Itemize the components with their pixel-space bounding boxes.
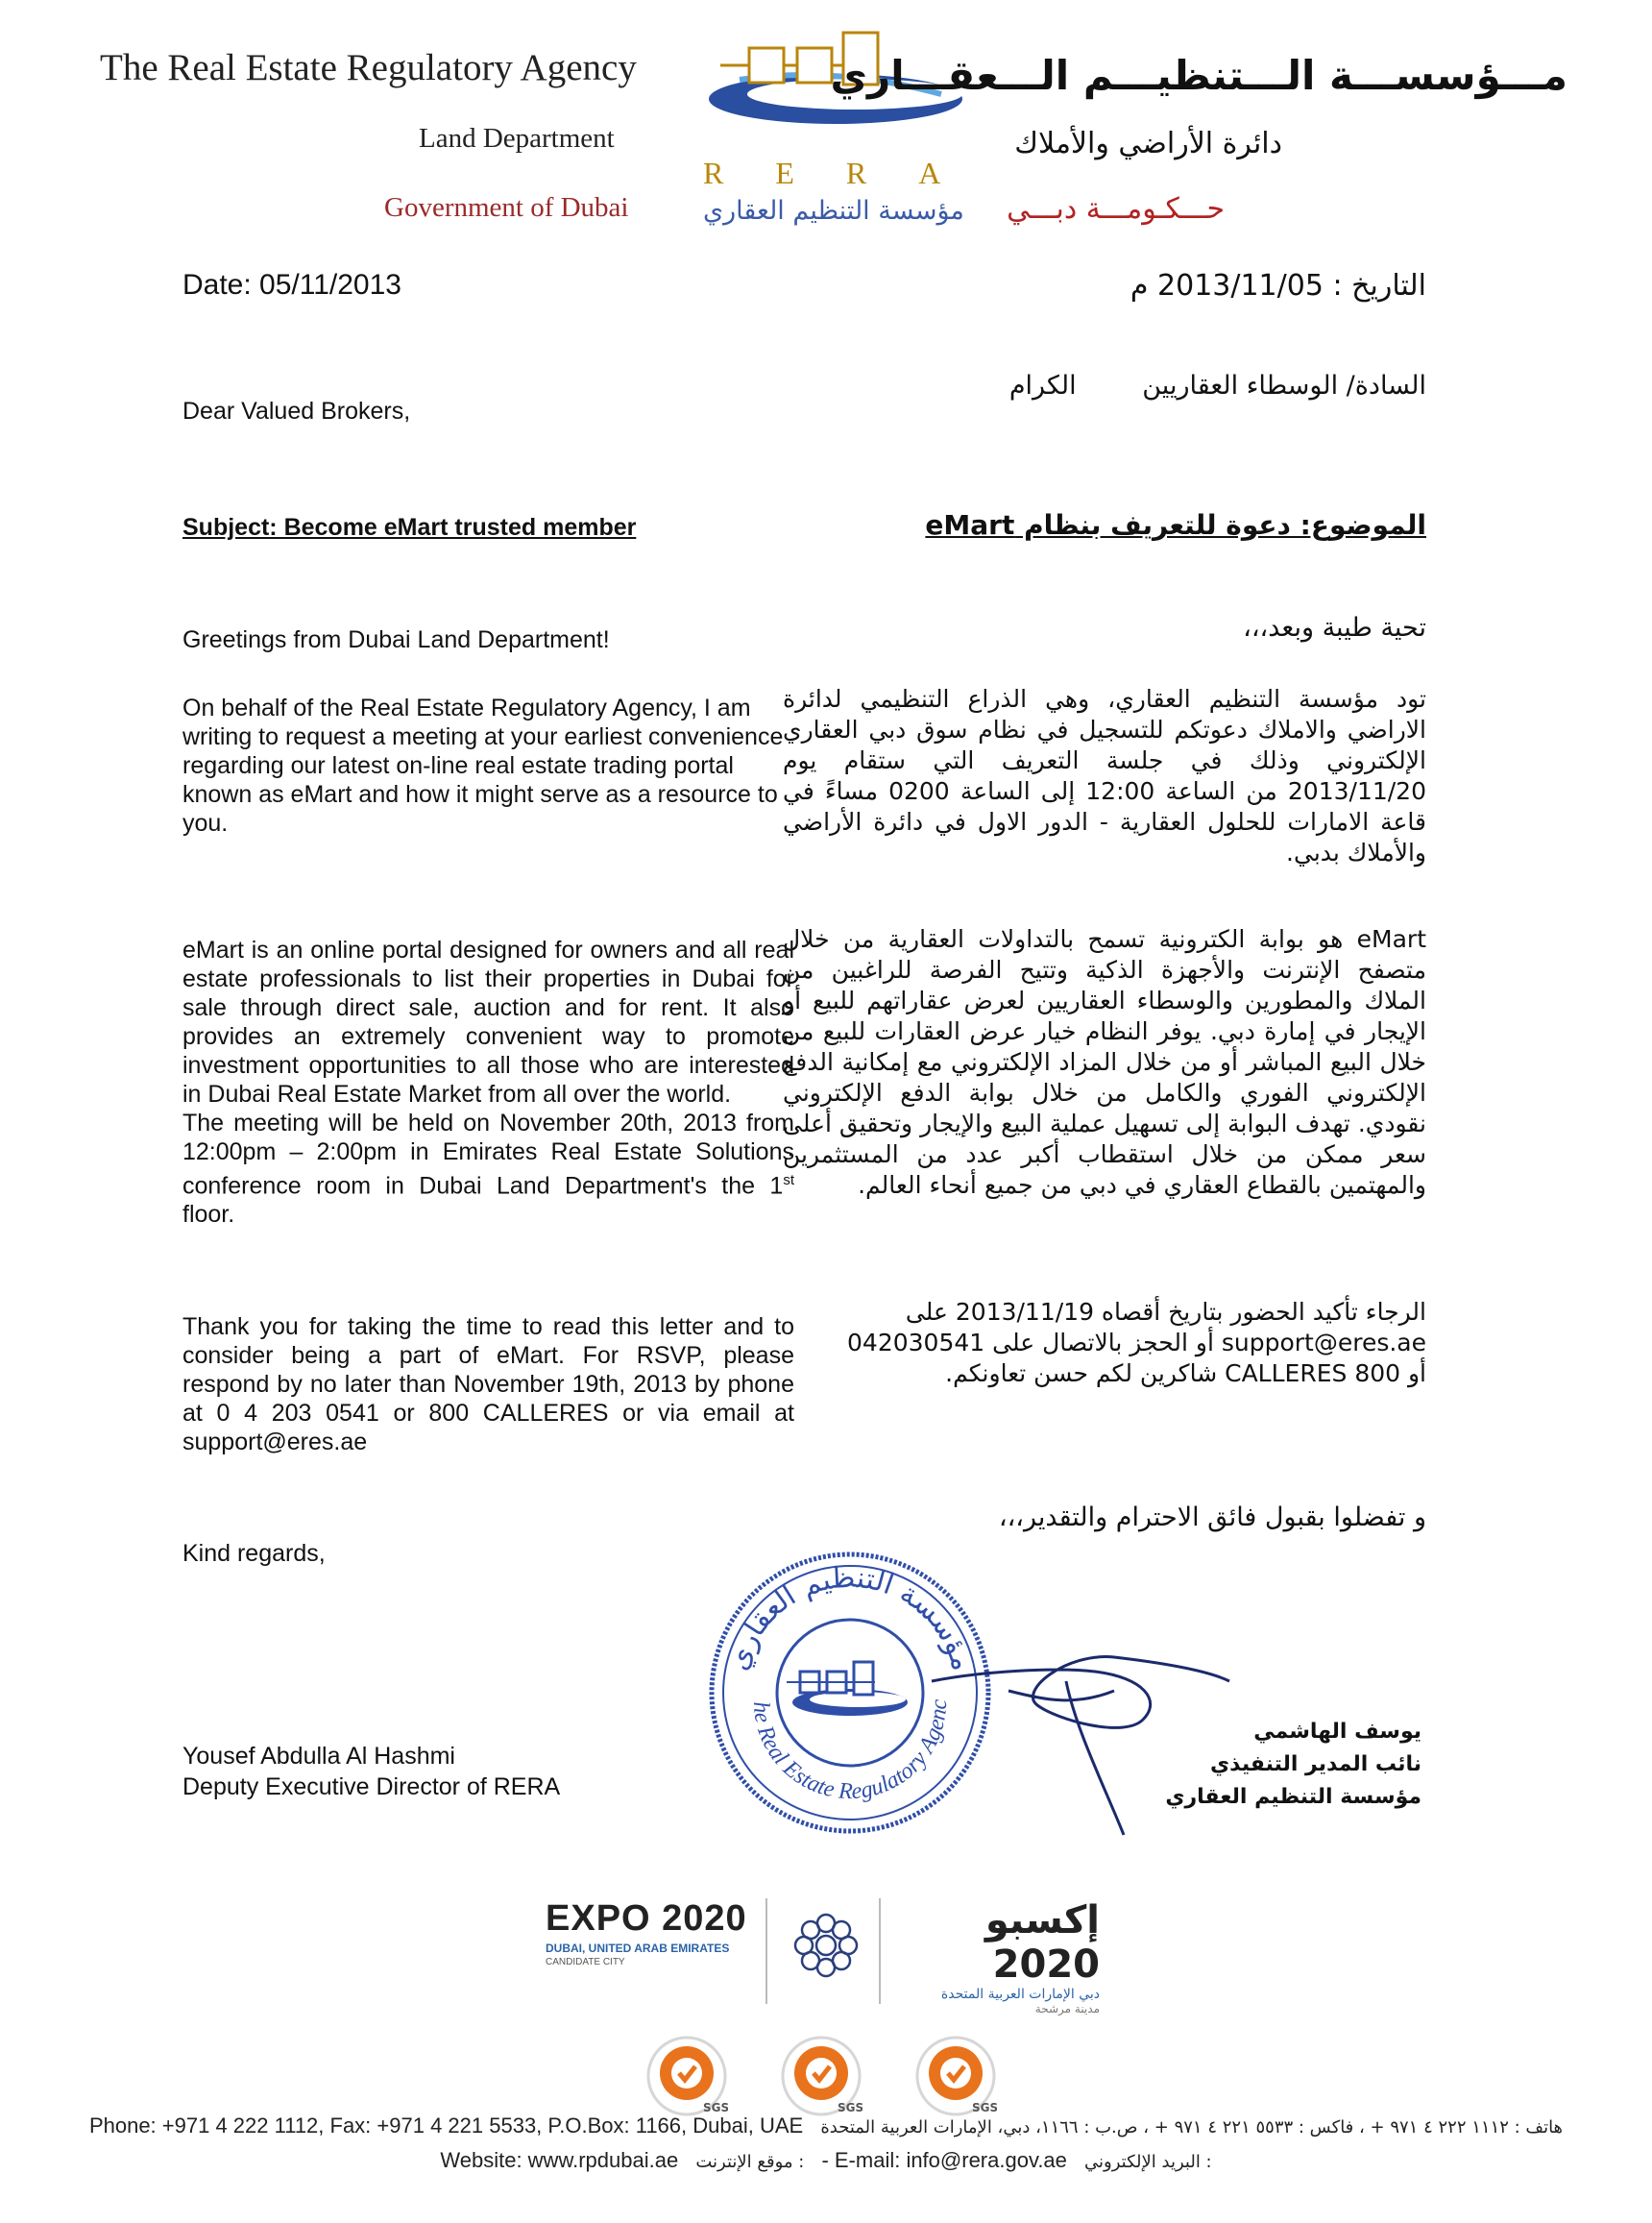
signatory-title-ar: نائب المدير التنفيذي bbox=[1209, 1752, 1421, 1776]
rera-letters: RERA bbox=[703, 156, 993, 190]
rera-caption-ar: مؤسسة التنظيم العقاري bbox=[703, 196, 964, 226]
emart-description-en: eMart is an online portal designed for owners and all real estate professionals to list their properties in Dubai for sale through direct sale, auction and for rent. It also provides an extremely convenient way to promote investment opportunities to all those who are interested in Dubai Real Estate Market from all over the world. bbox=[182, 937, 794, 1108]
stamp-text-ar: مؤسسة التنظيم العقاري bbox=[720, 1560, 980, 1674]
agency-name-en: The Real Estate Regulatory Agency bbox=[100, 47, 637, 88]
salutation-ar: السادة/ الوسطاء العقاريين الكرام bbox=[1008, 371, 1426, 401]
body-paragraph-en bbox=[182, 936, 794, 1229]
footer-contact-ar: هاتف : ١١١٢ ٢٢٢ ٤ ٩٧١ + ، فاكس : ٥٥٣٣ ٢٢١ ٤ ٩٧١ + ، ص.ب : ١١٦٦، دبي، الإمارات العربية المتحدة bbox=[820, 2117, 1564, 2138]
body-paragraph-en: On behalf of the Real Estate Regulatory Agency, I am writing to request a meeting at your earliest convenience regarding our latest on-line real estate trading portal known as eMart and how it might serve as a resource to you. bbox=[182, 695, 784, 837]
sgs-label: SGS bbox=[972, 2101, 997, 2114]
sgs-certification-icon bbox=[780, 2035, 862, 2117]
expo-logo-ar bbox=[893, 1898, 1100, 2015]
expo-emblem-icon bbox=[783, 1902, 869, 1989]
footer-contact-en: Phone: +971 4 222 1112, Fax: +971 4 221 5533, P.O.Box: 1166, Dubai, UAE bbox=[88, 2113, 804, 2138]
signature-block-ar bbox=[1165, 1716, 1421, 1814]
greeting-en: Greetings from Dubai Land Department! bbox=[182, 626, 610, 653]
superscript-st: st bbox=[783, 1172, 794, 1188]
expo-divider bbox=[879, 1898, 881, 2004]
agency-name-ar: مـــؤسســـة الـــتنظيـــم الـــعقـــاري bbox=[830, 52, 1567, 99]
expo-emblem bbox=[783, 1902, 869, 1989]
closing-ar: و تفضلوا بقبول فائق الاحترام والتقدير،،، bbox=[998, 1502, 1426, 1532]
body-paragraph-ar: تود مؤسسة التنظيم العقاري، وهي الذراع التنظيمي لدائرة الاراضي والاملاك دعوتكم للتسجيل في نظام سوق دبي العقاري الإلكتروني وذلك في جلسة التعريف التي ستقام يوم 2013/11/20 من الساعة 12:00 إلى الساعة 0200 مساءً في قاعة الامارات للحلول العقارية - الدور الاول في دائرة الأراضي والأملاك بدبي. bbox=[783, 685, 1426, 867]
expo-candidate-en: CANDIDATE CITY bbox=[546, 1957, 625, 1967]
expo-logo-en bbox=[546, 1898, 747, 1967]
rsvp-paragraph-ar: الرجاء تأكيد الحضور بتاريخ أقصاه 2013/11/19 على support@eres.ae أو الحجز بالاتصال على 042030541 أو 800 CALLERES شاكرين لكم حسن تعاونكم. bbox=[847, 1298, 1426, 1387]
footer-website-ar: : موقع الإنترنت bbox=[695, 2152, 805, 2172]
sgs-label: SGS bbox=[838, 2101, 862, 2114]
sgs-certification-icon bbox=[645, 2035, 728, 2117]
sgs-badge bbox=[645, 2035, 728, 2117]
department-name-ar: دائرة الأراضي والأملاك bbox=[1014, 127, 1282, 160]
signatory-name-ar: يوسف الهاشمي bbox=[1253, 1720, 1421, 1744]
greeting-ar: تحية طيبة وبعد،،، bbox=[1243, 613, 1426, 643]
department-name-en: Land Department bbox=[419, 123, 615, 154]
meeting-details-end: floor. bbox=[182, 1201, 235, 1229]
expo-subtitle-ar: دبي الإمارات العربية المتحدة bbox=[940, 1987, 1100, 2002]
expo-divider bbox=[765, 1898, 767, 2004]
closing-en: Kind regards, bbox=[182, 1540, 326, 1567]
subject-en: Subject: Become eMart trusted member bbox=[182, 514, 637, 541]
footer-web bbox=[0, 2148, 1652, 2173]
subject-ar: الموضوع: دعوة للتعريف بنظام eMart bbox=[925, 509, 1426, 541]
date-ar: التاريخ : 2013/11/05 م bbox=[1130, 269, 1426, 303]
expo-candidate-ar: مدينة مرشحة bbox=[1034, 2002, 1100, 2015]
date-en: Date: 05/11/2013 bbox=[182, 269, 401, 301]
footer-website[interactable]: Website: www.rpdubai.ae bbox=[440, 2148, 679, 2172]
expo-subtitle-en: DUBAI, UNITED ARAB EMIRATES bbox=[546, 1942, 730, 1955]
rsvp-paragraph-en: Thank you for taking the time to read this letter and to consider being a part of eMart. For RSVP, please respond by no later than November 19th, 2013 by phone at 0 4 203 0541 or 800 CALLERES or via email at support@eres.ae bbox=[182, 1313, 794, 1455]
government-name-ar: حـــكـومـــة دبـــي bbox=[1007, 192, 1225, 226]
meeting-details-en: The meeting will be held on November 20th, 2013 from 12:00pm – 2:00pm in Emirates Real Estate Solutions conference room in Dubai Land Department's the 1 bbox=[182, 1110, 794, 1200]
stamp-text-en: he Real Estate Regulatory Agenc bbox=[747, 1698, 953, 1805]
sgs-label: SGS bbox=[703, 2101, 728, 2114]
footer-email-ar: : البريد الإلكتروني bbox=[1084, 2152, 1212, 2172]
government-name-en: Government of Dubai bbox=[384, 192, 629, 223]
expo-title-ar: إكسبو 2020 bbox=[984, 1898, 1100, 1987]
sgs-badge bbox=[780, 2035, 862, 2117]
footer-contact bbox=[0, 2113, 1652, 2138]
footer-email[interactable]: - E-mail: info@rera.gov.ae bbox=[821, 2148, 1067, 2172]
sgs-badge bbox=[914, 2035, 997, 2117]
sgs-certification-icon bbox=[914, 2035, 997, 2117]
signatory-title-en: Deputy Executive Director of RERA bbox=[182, 1773, 561, 1800]
signatory-org-ar: مؤسسة التنظيم العقاري bbox=[1165, 1785, 1421, 1809]
signature-block-en bbox=[182, 1741, 560, 1802]
emart-description-ar: eMart هو بوابة الكترونية تسمح بالتداولات العقارية من خلال متصفح الإنترنت والأجهزة الذكية وتتيح الفرصة للراغبين من الملاك والمطورين والوسطاء العقاريين لعرض عقاراتهم للبيع أو الإيجار في إمارة دبي. يوفر النظام خيار عرض العقارات للبيع من خلال البيع المباشر أو من خلال المزاد الإلكتروني مع إمكانية الدفع الإلكتروني الفوري والكامل من خلال بوابة الدفع الإلكتروني نقودي. تهدف البوابة إلى تسهيل عملية البيع والإيجار وتحقيق أعلى سعر ممكن من خلال استقطاب أكبر عدد من المستثمرين والمهتمين بالقطاع العقاري في دبي من جميع أنحاء العالم. bbox=[783, 925, 1426, 1199]
signatory-name-en: Yousef Abdulla Al Hashmi bbox=[182, 1743, 455, 1770]
salutation-en: Dear Valued Brokers, bbox=[182, 398, 411, 425]
expo-title-en: EXPO 2020 bbox=[546, 1898, 747, 1939]
